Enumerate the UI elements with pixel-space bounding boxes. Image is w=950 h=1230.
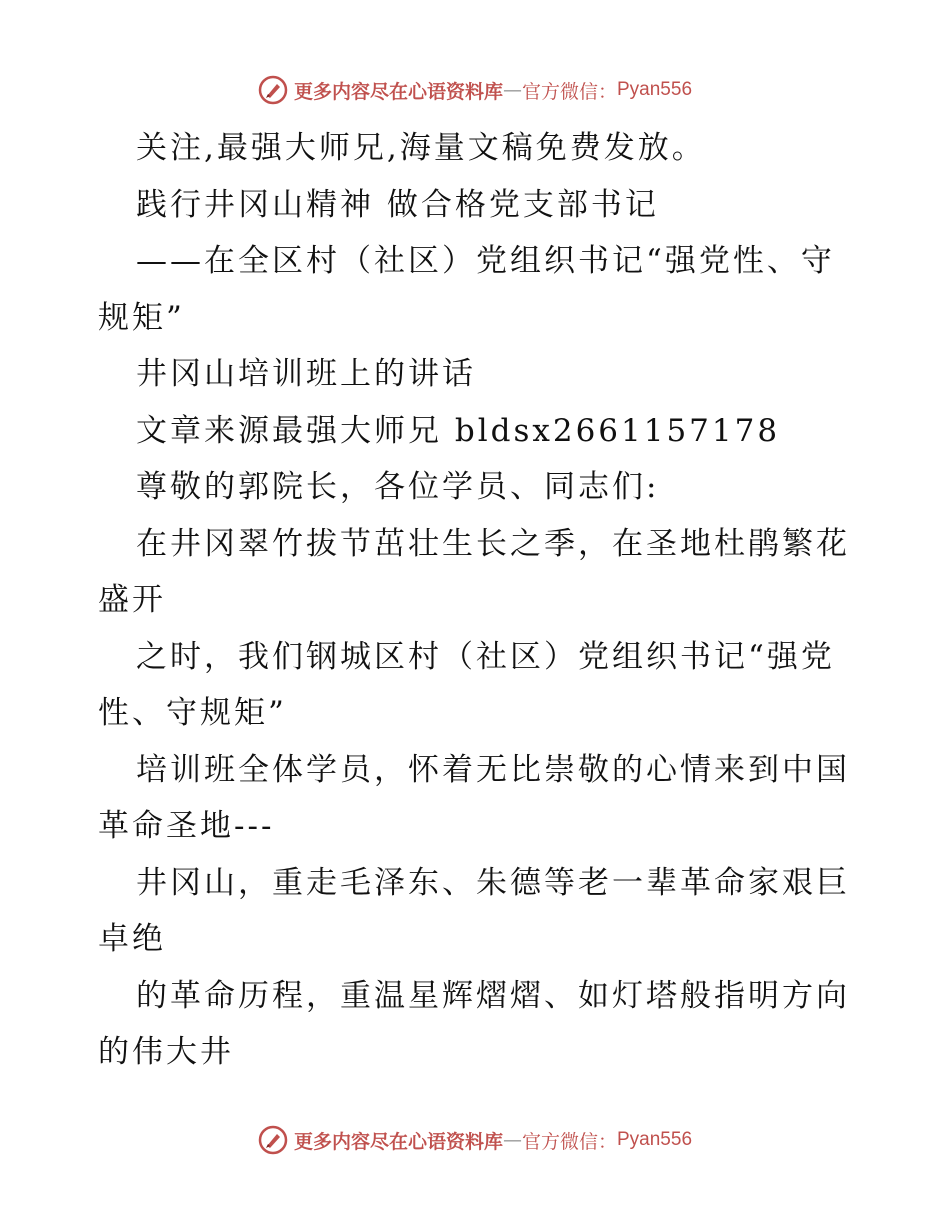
body-line: 革命圣地---	[98, 808, 275, 844]
banner-wechat-label: 官方微信：	[521, 80, 617, 103]
banner-main-text: 更多内容尽在心语资料库	[293, 80, 503, 103]
document-subtitle-cont: 规矩”	[98, 299, 185, 336]
document-subtitle: ——在全区村（社区）党组织书记“强党性、守	[136, 243, 835, 279]
body-line: 关注,最强大师兄,海量文稿免费发放。	[136, 130, 706, 166]
body-line: 的革命历程，重温星辉熠熠、如灯塔般指明方向	[136, 977, 850, 1014]
banner-main-text: 更多内容尽在心语资料库	[293, 1130, 503, 1153]
pen-logo-icon	[258, 75, 288, 105]
banner-separator: —	[502, 1129, 522, 1151]
salutation: 尊敬的郭院长，各位学员、同志们:	[136, 469, 660, 505]
banner-wechat-id: Pyan556	[617, 79, 693, 100]
footer-watermark-banner	[0, 1120, 950, 1160]
body-line: 卓绝	[98, 921, 166, 957]
document-subtitle-end: 井冈山培训班上的讲话	[136, 356, 476, 392]
body-line: 的伟大井	[98, 1034, 234, 1070]
header-watermark-banner	[0, 70, 950, 110]
body-line: 之时，我们钢城区村（社区）党组织书记“强党	[136, 638, 835, 675]
banner-separator: —	[502, 79, 522, 101]
body-line: 盛开	[98, 582, 166, 618]
body-line: 性、守规矩”	[98, 695, 287, 731]
body-line: 在井冈翠竹拔节茁壮生长之季，在圣地杜鹃繁花	[136, 525, 850, 562]
banner-wechat-label: 官方微信：	[521, 1130, 617, 1153]
pen-logo-icon	[258, 1125, 288, 1155]
banner-wechat-id: Pyan556	[617, 1129, 693, 1150]
body-line: 培训班全体学员，怀着无比崇敬的心情来到中国	[136, 751, 850, 788]
body-line: 井冈山，重走毛泽东、朱德等老一辈革命家艰巨	[136, 864, 850, 901]
source-line: 文章来源最强大师兄 bldsx2661157178	[136, 412, 781, 449]
document-body	[98, 120, 858, 1081]
document-title: 践行井冈山精神 做合格党支部书记	[136, 186, 659, 223]
